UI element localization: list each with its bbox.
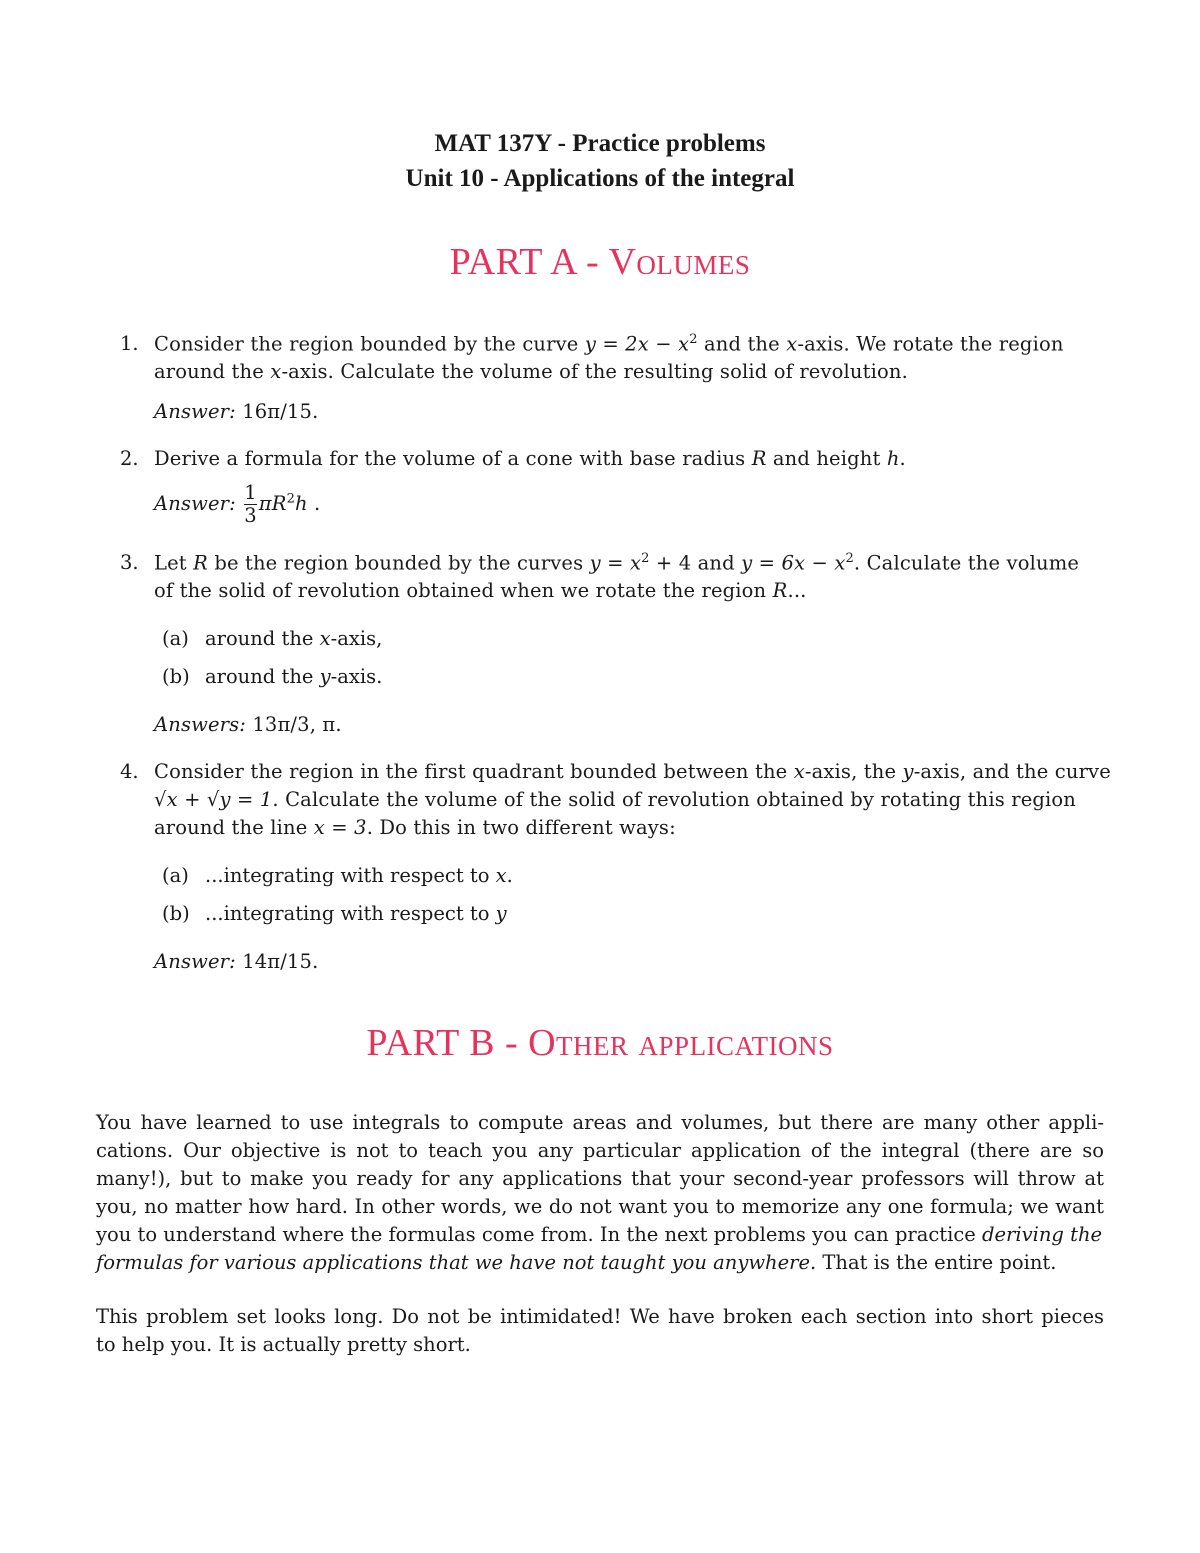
- problem-number: 4.: [120, 760, 139, 783]
- problem-1-line-1: Consider the region bounded by the curve $y = 2x - x^2$ and the x-axis. We rotate the region: [154, 332, 1064, 356]
- part-b-heading: PART B - Other applications: [366, 1022, 834, 1064]
- problem-1-answer: Answer: 16π/15.: [154, 400, 319, 423]
- sub-item-label: (b): [162, 902, 190, 925]
- sub-item-label: (a): [162, 627, 189, 650]
- problem-2-line-1: Derive a formula for the volume of a cone with base radius R and height h.: [154, 447, 906, 470]
- sub-item-label: (b): [162, 665, 190, 688]
- problem-1-line-2: around the x-axis. Calculate the volume of the resulting solid of revolution.: [154, 360, 908, 383]
- problem-3-answer: Answers: 13π/3, π.: [154, 713, 342, 736]
- problem-number: 1.: [120, 332, 139, 355]
- paragraph-line: You have learned to use integrals to compute areas and volumes, but there are many other appli-: [96, 1111, 1104, 1134]
- problem-4-line-2: √x + √y = 1. Calculate the volume of the solid of revolution obtained by rotating this region: [154, 788, 1076, 811]
- paragraph-line: This problem set looks long. Do not be intimidated! We have broken each section into short pieces: [96, 1305, 1104, 1328]
- part-a-heading: PART A - Volumes: [449, 241, 751, 283]
- sub-item-label: (a): [162, 864, 189, 887]
- sub-item-text: around the x-axis,: [205, 627, 383, 650]
- problem-4-line-1: Consider the region in the first quadrant bounded between the x-axis, the y-axis, and the curve: [154, 760, 1111, 783]
- problem-3-line-2: of the solid of revolution obtained when we rotate the region R...: [154, 579, 807, 602]
- paragraph-line: you to understand where the formulas come from. In the next problems you can practice deriving the: [96, 1223, 1103, 1246]
- problem-4-line-3: around the line x = 3. Do this in two different ways:: [154, 816, 676, 839]
- paragraph-line: cations. Our objective is not to teach you any particular application of the integral (there are so: [96, 1139, 1104, 1162]
- problem-3-line-1: Let R be the region bounded by the curves $y = x^2 + 4$ and $y = 6x - x^2$. Calculate the volume: [154, 551, 1080, 575]
- problem-4-answer: Answer: 14π/15.: [154, 950, 319, 973]
- document-subtitle: Unit 10 - Applications of the integral: [405, 165, 795, 192]
- sub-item-text: around the y-axis.: [205, 665, 383, 688]
- paragraph-line: to help you. It is actually pretty short.: [96, 1333, 471, 1356]
- paragraph-line: you, no matter how hard. In other words, we do not want you to memorize any one formula; we want: [96, 1195, 1104, 1218]
- sub-item-text: ...integrating with respect to y: [205, 902, 507, 925]
- sub-item-text: ...integrating with respect to x.: [205, 864, 513, 887]
- problem-2-answer: Answer: $\frac{1}{3}$ $\pi R^2h$ .: [154, 481, 321, 527]
- fraction: $\frac{1}{3}$: [244, 481, 257, 527]
- problem-number: 3.: [120, 551, 139, 574]
- paragraph-line: formulas for various applications that we have not taught you anywhere. That is the entire point.: [96, 1251, 1057, 1274]
- problem-number: 2.: [120, 447, 139, 470]
- paragraph-line: many!), but to make you ready for any applications that your second-year professors will throw at: [96, 1167, 1104, 1190]
- document-title: MAT 137Y - Practice problems: [434, 130, 766, 157]
